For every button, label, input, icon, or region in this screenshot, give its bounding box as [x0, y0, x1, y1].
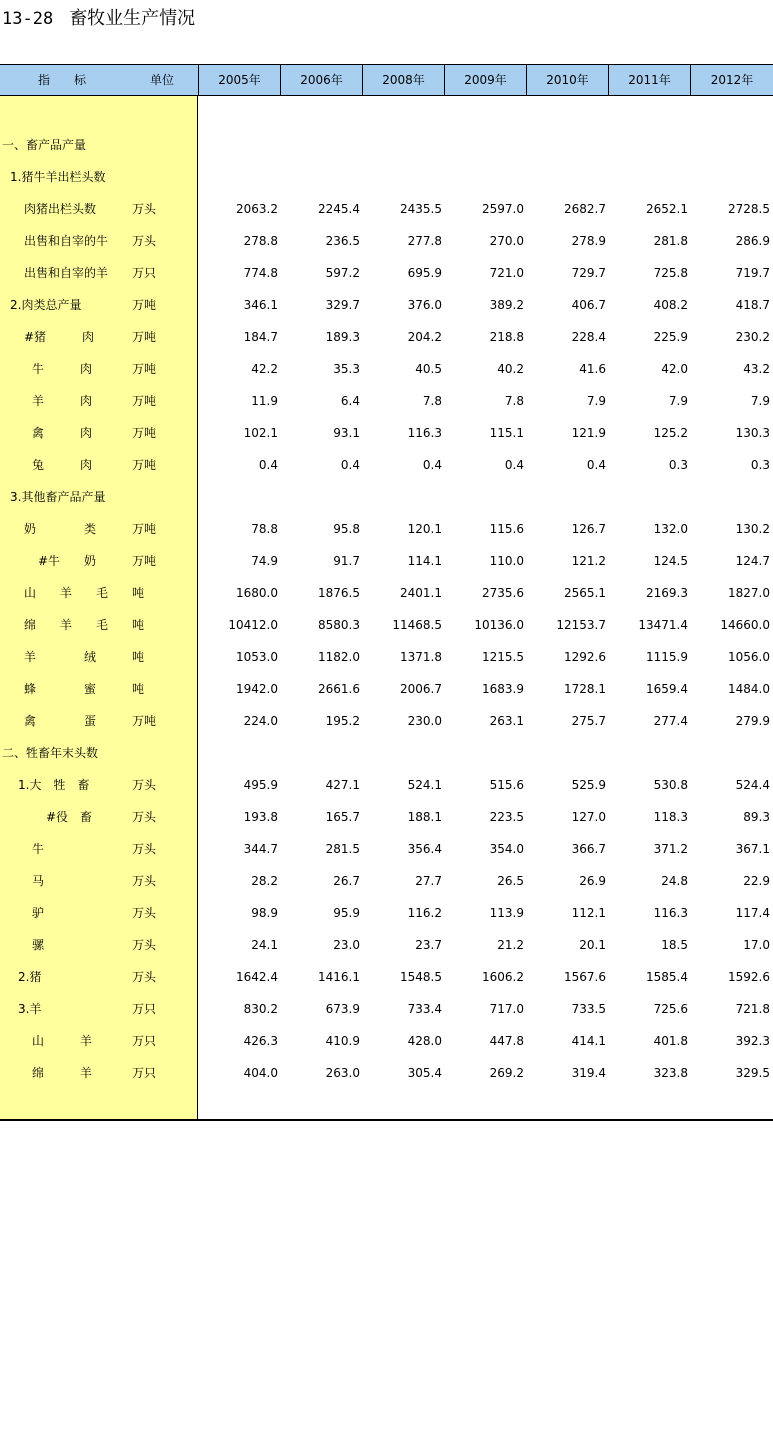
row-unit: 吨 [132, 618, 145, 632]
value-cell: 525.9 [571, 778, 606, 792]
value-cell: 278.9 [571, 234, 606, 248]
value-cell: 117.4 [735, 906, 770, 920]
row-label: 肉猪出栏头数 [24, 202, 97, 216]
table-row [0, 737, 773, 769]
row-unit: 万头 [132, 874, 157, 888]
value-cell: 530.8 [653, 778, 688, 792]
header-year: 2005年 [198, 65, 280, 95]
value-cell: 305.4 [407, 1066, 442, 1080]
value-cell: 673.9 [325, 1002, 360, 1016]
value-cell: 225.9 [653, 330, 688, 344]
value-cell: 102.1 [243, 426, 278, 440]
value-cell: 2006.7 [400, 682, 442, 696]
table-row [0, 641, 773, 673]
row-label: 绵 羊 毛 [24, 618, 109, 632]
value-cell: 40.5 [415, 362, 442, 376]
value-cell: 7.8 [504, 394, 524, 408]
value-cell: 14660.0 [720, 618, 770, 632]
value-cell: 121.9 [571, 426, 606, 440]
value-cell: 98.9 [251, 906, 278, 920]
value-cell: 2245.4 [318, 202, 360, 216]
table-row [0, 129, 773, 161]
value-cell: 8580.3 [318, 618, 360, 632]
table-row [0, 321, 773, 353]
value-cell: 184.7 [243, 330, 278, 344]
value-cell: 323.8 [653, 1066, 688, 1080]
value-cell: 27.7 [415, 874, 442, 888]
value-cell: 118.3 [653, 810, 688, 824]
value-cell: 125.2 [653, 426, 688, 440]
value-cell: 427.1 [325, 778, 360, 792]
value-cell: 1484.0 [728, 682, 770, 696]
row-unit: 万吨 [132, 362, 157, 376]
value-cell: 2728.5 [728, 202, 770, 216]
row-label: #役 畜 [46, 810, 93, 824]
value-cell: 20.1 [579, 938, 606, 952]
value-cell: 204.2 [407, 330, 442, 344]
value-cell: 78.8 [251, 522, 278, 536]
row-unit: 万只 [132, 1034, 157, 1048]
value-cell: 376.0 [407, 298, 442, 312]
header-unit: 单位 [150, 73, 175, 87]
value-cell: 695.9 [407, 266, 442, 280]
row-unit: 万头 [132, 778, 157, 792]
value-cell: 124.5 [653, 554, 688, 568]
row-label: 骡 [32, 938, 45, 952]
value-cell: 406.7 [571, 298, 606, 312]
value-cell: 121.2 [571, 554, 606, 568]
value-cell: 1371.8 [400, 650, 442, 664]
value-cell: 112.1 [571, 906, 606, 920]
value-cell: 95.9 [333, 906, 360, 920]
value-cell: 10412.0 [228, 618, 278, 632]
row-unit: 万头 [132, 842, 157, 856]
row-label: 2.猪 [18, 970, 42, 984]
header-year: 2012年 [690, 65, 773, 95]
value-cell: 114.1 [407, 554, 442, 568]
value-cell: 367.1 [735, 842, 770, 856]
value-cell: 116.3 [653, 906, 688, 920]
value-cell: 126.7 [571, 522, 606, 536]
row-label: 禽 肉 [32, 426, 93, 440]
value-cell: 193.8 [243, 810, 278, 824]
value-cell: 725.6 [653, 1002, 688, 1016]
value-cell: 1056.0 [728, 650, 770, 664]
table-row [0, 577, 773, 609]
value-cell: 74.9 [251, 554, 278, 568]
value-cell: 1567.6 [564, 970, 606, 984]
table-row [0, 193, 773, 225]
value-cell: 270.0 [489, 234, 524, 248]
row-unit: 万头 [132, 938, 157, 952]
row-unit: 吨 [132, 682, 145, 696]
value-cell: 263.0 [325, 1066, 360, 1080]
value-cell: 11.9 [251, 394, 278, 408]
value-cell: 130.2 [735, 522, 770, 536]
table-title: 畜牧业生产情况 [69, 8, 196, 29]
value-cell: 524.4 [735, 778, 770, 792]
row-label: 蜂 蜜 [24, 682, 97, 696]
value-cell: 7.9 [750, 394, 770, 408]
row-label: #牛 奶 [38, 554, 97, 568]
value-cell: 93.1 [333, 426, 360, 440]
value-cell: 366.7 [571, 842, 606, 856]
value-cell: 410.9 [325, 1034, 360, 1048]
row-label: 1.猪牛羊出栏头数 [10, 170, 106, 184]
value-cell: 1606.2 [482, 970, 524, 984]
row-label: 禽 蛋 [24, 714, 97, 728]
value-cell: 26.7 [333, 874, 360, 888]
table-row [0, 993, 773, 1025]
table-row [0, 385, 773, 417]
value-cell: 10136.0 [474, 618, 524, 632]
row-unit: 万只 [132, 266, 157, 280]
value-cell: 495.9 [243, 778, 278, 792]
value-cell: 95.8 [333, 522, 360, 536]
value-cell: 515.6 [489, 778, 524, 792]
value-cell: 1680.0 [236, 586, 278, 600]
value-cell: 132.0 [653, 522, 688, 536]
value-cell: 130.3 [735, 426, 770, 440]
value-cell: 0.4 [340, 458, 360, 472]
value-cell: 1876.5 [318, 586, 360, 600]
header-year: 2009年 [444, 65, 526, 95]
table-row [0, 865, 773, 897]
row-unit: 万只 [132, 1066, 157, 1080]
value-cell: 23.7 [415, 938, 442, 952]
value-cell: 116.3 [407, 426, 442, 440]
header-year: 2010年 [526, 65, 608, 95]
value-cell: 195.2 [325, 714, 360, 728]
value-cell: 1053.0 [236, 650, 278, 664]
value-cell: 23.0 [333, 938, 360, 952]
table-row [0, 961, 773, 993]
table-row [0, 801, 773, 833]
row-unit: 万头 [132, 202, 157, 216]
value-cell: 0.4 [422, 458, 442, 472]
row-unit: 万吨 [132, 298, 157, 312]
row-unit: 万吨 [132, 522, 157, 536]
value-cell: 0.4 [258, 458, 278, 472]
value-cell: 230.0 [407, 714, 442, 728]
table-row [0, 609, 773, 641]
value-cell: 165.7 [325, 810, 360, 824]
row-label: 马 [32, 874, 45, 888]
row-label: 羊 绒 [24, 650, 97, 664]
value-cell: 2652.1 [646, 202, 688, 216]
value-cell: 17.0 [743, 938, 770, 952]
table-row [0, 161, 773, 193]
value-cell: 0.4 [586, 458, 606, 472]
value-cell: 263.1 [489, 714, 524, 728]
value-cell: 346.1 [243, 298, 278, 312]
row-unit: 吨 [132, 650, 145, 664]
row-label: 出售和自宰的羊 [24, 266, 109, 280]
row-unit: 万吨 [132, 426, 157, 440]
row-label: 2.肉类总产量 [10, 298, 82, 312]
row-unit: 万头 [132, 234, 157, 248]
value-cell: 35.3 [333, 362, 360, 376]
value-cell: 278.8 [243, 234, 278, 248]
table-row [0, 289, 773, 321]
value-cell: 2735.6 [482, 586, 524, 600]
value-cell: 371.2 [653, 842, 688, 856]
value-cell: 1115.9 [646, 650, 688, 664]
value-cell: 28.2 [251, 874, 278, 888]
value-cell: 275.7 [571, 714, 606, 728]
value-cell: 721.0 [489, 266, 524, 280]
value-cell: 404.0 [243, 1066, 278, 1080]
value-cell: 21.2 [497, 938, 524, 952]
row-label: 一、畜产品产量 [2, 138, 87, 152]
table-row [0, 417, 773, 449]
row-label: 二、牲畜年末头数 [2, 746, 99, 760]
value-cell: 426.3 [243, 1034, 278, 1048]
table-row [0, 833, 773, 865]
page-title [2, 6, 195, 32]
value-cell: 1585.4 [646, 970, 688, 984]
row-label: 3.羊 [18, 1002, 42, 1016]
header-year: 2006年 [280, 65, 362, 95]
value-cell: 392.3 [735, 1034, 770, 1048]
value-cell: 230.2 [735, 330, 770, 344]
value-cell: 24.1 [251, 938, 278, 952]
value-cell: 319.4 [571, 1066, 606, 1080]
value-cell: 189.3 [325, 330, 360, 344]
value-cell: 13471.4 [638, 618, 688, 632]
value-cell: 11468.5 [392, 618, 442, 632]
value-cell: 1642.4 [236, 970, 278, 984]
row-label: 兔 肉 [32, 458, 93, 472]
value-cell: 1728.1 [564, 682, 606, 696]
value-cell: 447.8 [489, 1034, 524, 1048]
table-row [0, 225, 773, 257]
value-cell: 524.1 [407, 778, 442, 792]
table-row [0, 545, 773, 577]
table-number: 13-28 [2, 9, 54, 29]
row-unit: 万只 [132, 1002, 157, 1016]
value-cell: 1592.6 [728, 970, 770, 984]
value-cell: 2597.0 [482, 202, 524, 216]
value-cell: 124.7 [735, 554, 770, 568]
row-label: 奶 类 [24, 522, 97, 536]
value-cell: 43.2 [743, 362, 770, 376]
value-cell: 281.5 [325, 842, 360, 856]
row-label: 3.其他畜产品产量 [10, 490, 106, 504]
value-cell: 725.8 [653, 266, 688, 280]
value-cell: 269.2 [489, 1066, 524, 1080]
row-label: 绵 羊 [32, 1066, 93, 1080]
value-cell: 401.8 [653, 1034, 688, 1048]
value-cell: 1659.4 [646, 682, 688, 696]
row-unit: 吨 [132, 586, 145, 600]
value-cell: 120.1 [407, 522, 442, 536]
value-cell: 414.1 [571, 1034, 606, 1048]
value-cell: 418.7 [735, 298, 770, 312]
value-cell: 0.4 [504, 458, 524, 472]
value-cell: 2435.5 [400, 202, 442, 216]
value-cell: 428.0 [407, 1034, 442, 1048]
table-row [0, 705, 773, 737]
value-cell: 18.5 [661, 938, 688, 952]
value-cell: 2169.3 [646, 586, 688, 600]
value-cell: 729.7 [571, 266, 606, 280]
value-cell: 22.9 [743, 874, 770, 888]
value-cell: 279.9 [735, 714, 770, 728]
value-cell: 1942.0 [236, 682, 278, 696]
row-unit: 万吨 [132, 714, 157, 728]
row-unit: 万吨 [132, 330, 157, 344]
table-row [0, 353, 773, 385]
table-row [0, 1057, 773, 1089]
row-label: 1.大 牲 畜 [18, 778, 90, 792]
value-cell: 42.2 [251, 362, 278, 376]
value-cell: 354.0 [489, 842, 524, 856]
value-cell: 224.0 [243, 714, 278, 728]
value-cell: 0.3 [668, 458, 688, 472]
value-cell: 774.8 [243, 266, 278, 280]
row-unit: 万头 [132, 810, 157, 824]
value-cell: 91.7 [333, 554, 360, 568]
value-cell: 329.5 [735, 1066, 770, 1080]
table-bottom-rule [0, 1119, 773, 1121]
value-cell: 2565.1 [564, 586, 606, 600]
value-cell: 89.3 [743, 810, 770, 824]
value-cell: 2063.2 [236, 202, 278, 216]
value-cell: 277.8 [407, 234, 442, 248]
value-cell: 1827.0 [728, 586, 770, 600]
value-cell: 329.7 [325, 298, 360, 312]
value-cell: 1292.6 [564, 650, 606, 664]
table-row [0, 449, 773, 481]
row-unit: 万头 [132, 906, 157, 920]
table-row [0, 897, 773, 929]
row-unit: 万吨 [132, 458, 157, 472]
value-cell: 2401.1 [400, 586, 442, 600]
table-row [0, 1025, 773, 1057]
table-row [0, 513, 773, 545]
value-cell: 26.5 [497, 874, 524, 888]
value-cell: 721.8 [735, 1002, 770, 1016]
value-cell: 115.6 [489, 522, 524, 536]
value-cell: 1182.0 [318, 650, 360, 664]
value-cell: 26.9 [579, 874, 606, 888]
row-label: 山 羊 毛 [24, 586, 109, 600]
value-cell: 7.9 [586, 394, 606, 408]
value-cell: 41.6 [579, 362, 606, 376]
value-cell: 7.8 [422, 394, 442, 408]
value-cell: 1683.9 [482, 682, 524, 696]
value-cell: 127.0 [571, 810, 606, 824]
value-cell: 0.3 [750, 458, 770, 472]
value-cell: 110.0 [489, 554, 524, 568]
value-cell: 717.0 [489, 1002, 524, 1016]
table-row [0, 481, 773, 513]
row-label: 出售和自宰的牛 [24, 234, 109, 248]
value-cell: 1548.5 [400, 970, 442, 984]
value-cell: 228.4 [571, 330, 606, 344]
table-row [0, 769, 773, 801]
row-label: 牛 肉 [32, 362, 93, 376]
value-cell: 597.2 [325, 266, 360, 280]
value-cell: 12153.7 [556, 618, 606, 632]
row-unit: 万吨 [132, 554, 157, 568]
value-cell: 719.7 [735, 266, 770, 280]
value-cell: 733.4 [407, 1002, 442, 1016]
value-cell: 389.2 [489, 298, 524, 312]
value-cell: 116.2 [407, 906, 442, 920]
value-cell: 281.8 [653, 234, 688, 248]
value-cell: 356.4 [407, 842, 442, 856]
value-cell: 188.1 [407, 810, 442, 824]
header-year: 2008年 [362, 65, 444, 95]
row-label: 驴 [32, 906, 45, 920]
row-label: #猪 肉 [24, 330, 95, 344]
row-unit: 万头 [132, 970, 157, 984]
value-cell: 113.9 [489, 906, 524, 920]
value-cell: 1215.5 [482, 650, 524, 664]
value-cell: 236.5 [325, 234, 360, 248]
value-cell: 24.8 [661, 874, 688, 888]
value-cell: 2661.6 [318, 682, 360, 696]
header-year: 2011年 [608, 65, 690, 95]
value-cell: 286.9 [735, 234, 770, 248]
value-cell: 6.4 [340, 394, 360, 408]
value-cell: 223.5 [489, 810, 524, 824]
row-label: 牛 [32, 842, 45, 856]
value-cell: 408.2 [653, 298, 688, 312]
value-cell: 42.0 [661, 362, 688, 376]
table-row [0, 257, 773, 289]
value-cell: 277.4 [653, 714, 688, 728]
value-cell: 115.1 [489, 426, 524, 440]
row-label: 山 羊 [32, 1034, 93, 1048]
value-cell: 2682.7 [564, 202, 606, 216]
table-header [0, 64, 773, 96]
value-cell: 733.5 [571, 1002, 606, 1016]
value-cell: 830.2 [243, 1002, 278, 1016]
table-row [0, 673, 773, 705]
value-cell: 40.2 [497, 362, 524, 376]
value-cell: 344.7 [243, 842, 278, 856]
row-label: 羊 肉 [32, 394, 93, 408]
header-indicator: 指 标 [38, 73, 87, 87]
row-unit: 万吨 [132, 394, 157, 408]
value-cell: 1416.1 [318, 970, 360, 984]
table-row [0, 929, 773, 961]
value-cell: 7.9 [668, 394, 688, 408]
value-cell: 218.8 [489, 330, 524, 344]
